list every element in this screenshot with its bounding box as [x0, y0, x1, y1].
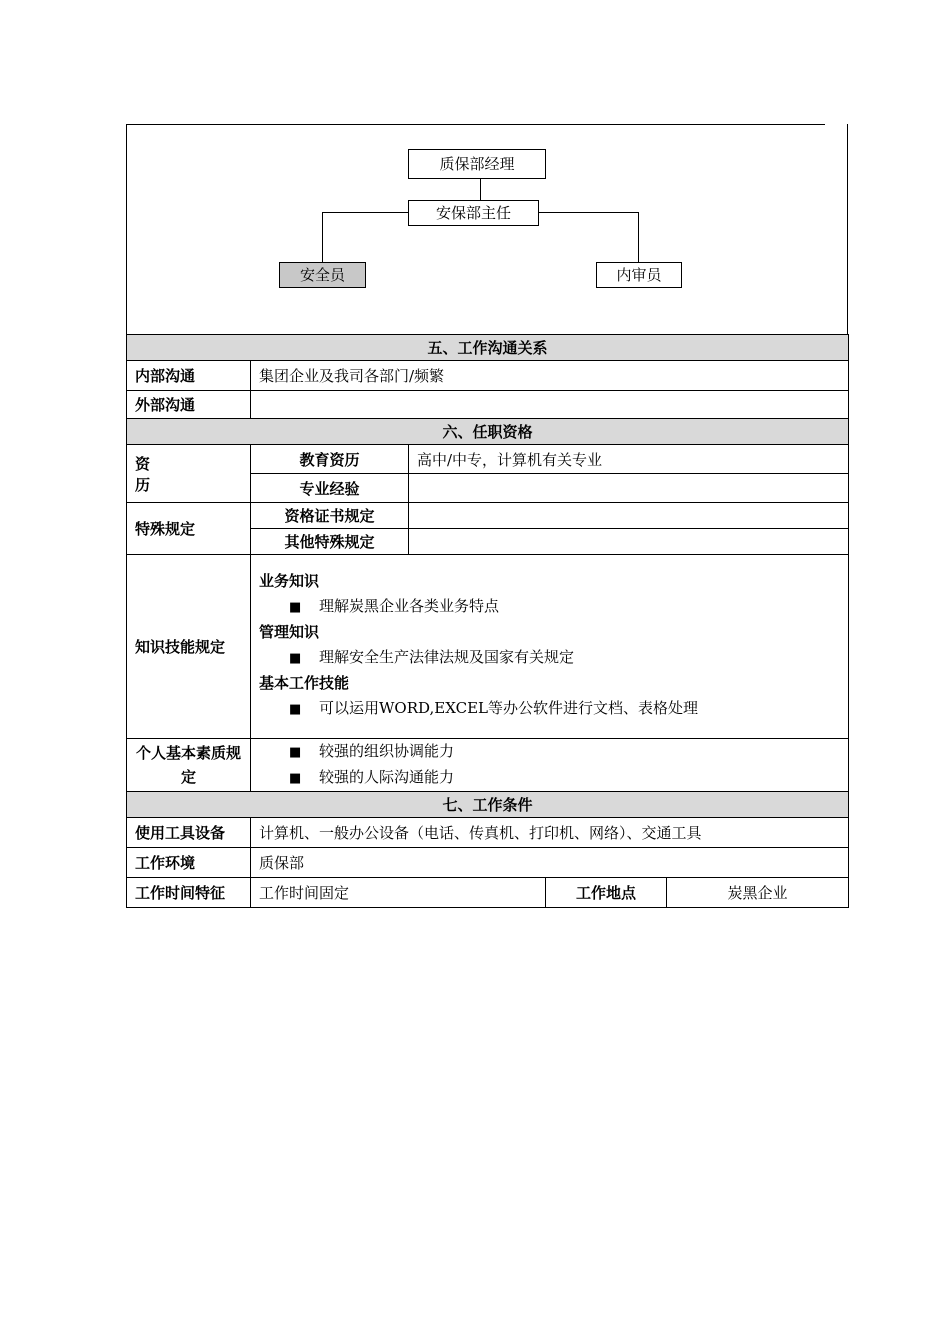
label-other-rules: 其他特殊规定: [251, 529, 409, 555]
value-experience: [409, 474, 849, 503]
section-title-qualification: 六、任职资格: [127, 419, 849, 445]
label-tools: 使用工具设备: [127, 818, 251, 848]
label-certificate: 资格证书规定: [251, 503, 409, 529]
label-environment: 工作环境: [127, 848, 251, 878]
personal-quality-item: ■ 较强的组织协调能力: [289, 742, 455, 760]
value-external-communication: [251, 391, 849, 419]
value-certificate: [409, 503, 849, 529]
personal-qualities-content: [251, 739, 849, 792]
org-connector: [322, 212, 323, 262]
job-table: [126, 334, 849, 908]
value-work-location: 炭黑企业: [667, 878, 849, 908]
value-other-rules: [409, 529, 849, 555]
org-connector: [322, 212, 408, 213]
org-node-internal-auditor: 内审员: [596, 262, 682, 288]
label-work-time: 工作时间特征: [127, 878, 251, 908]
value-internal-communication: 集团企业及我司各部门/频繁: [251, 361, 849, 391]
label-external-communication: 外部沟通: [127, 391, 251, 419]
value-education: 高中/中专，计算机有关专业: [409, 445, 849, 474]
personal-quality-item: ■ 较强的人际沟通能力: [289, 768, 455, 786]
label-knowledge-skills: 知识技能规定: [127, 555, 251, 739]
label-education-group: 资 历: [127, 445, 251, 503]
label-special-rules: 特殊规定: [127, 503, 251, 555]
knowledge-business-heading: 业务知识: [259, 572, 320, 590]
knowledge-skills-heading: 基本工作技能: [259, 674, 350, 692]
org-connector: [480, 179, 481, 200]
knowledge-skills-content: [251, 555, 849, 739]
label-personal-qualities: 个人基本素质规定: [127, 739, 251, 792]
label-internal-communication: 内部沟通: [127, 361, 251, 391]
org-connector: [638, 212, 639, 262]
knowledge-skills-item: ■ 可以运用WORD,EXCEL等办公软件进行文档、表格处理: [289, 699, 699, 717]
org-node-security-director: 安保部主任: [408, 200, 539, 226]
knowledge-management-heading: 管理知识: [259, 623, 320, 641]
label-education: 教育资历: [251, 445, 409, 474]
section-title-conditions: 七、工作条件: [127, 792, 849, 818]
section-title-communication: 五、工作沟通关系: [127, 335, 849, 361]
knowledge-management-item: ■ 理解安全生产法律法规及国家有关规定: [289, 648, 575, 666]
org-node-quality-manager: 质保部经理: [408, 149, 546, 179]
value-work-time: 工作时间固定: [251, 878, 546, 908]
org-chart: [126, 124, 848, 334]
label-experience: 专业经验: [251, 474, 409, 503]
org-node-safety-officer: 安全员: [279, 262, 366, 288]
value-tools: 计算机、一般办公设备（电话、传真机、打印机、网络）、交通工具: [251, 818, 849, 848]
org-connector: [539, 212, 639, 213]
value-environment: 质保部: [251, 848, 849, 878]
label-work-location: 工作地点: [546, 878, 667, 908]
job-description-sheet: [126, 124, 848, 908]
knowledge-business-item: ■ 理解炭黑企业各类业务特点: [289, 597, 500, 615]
